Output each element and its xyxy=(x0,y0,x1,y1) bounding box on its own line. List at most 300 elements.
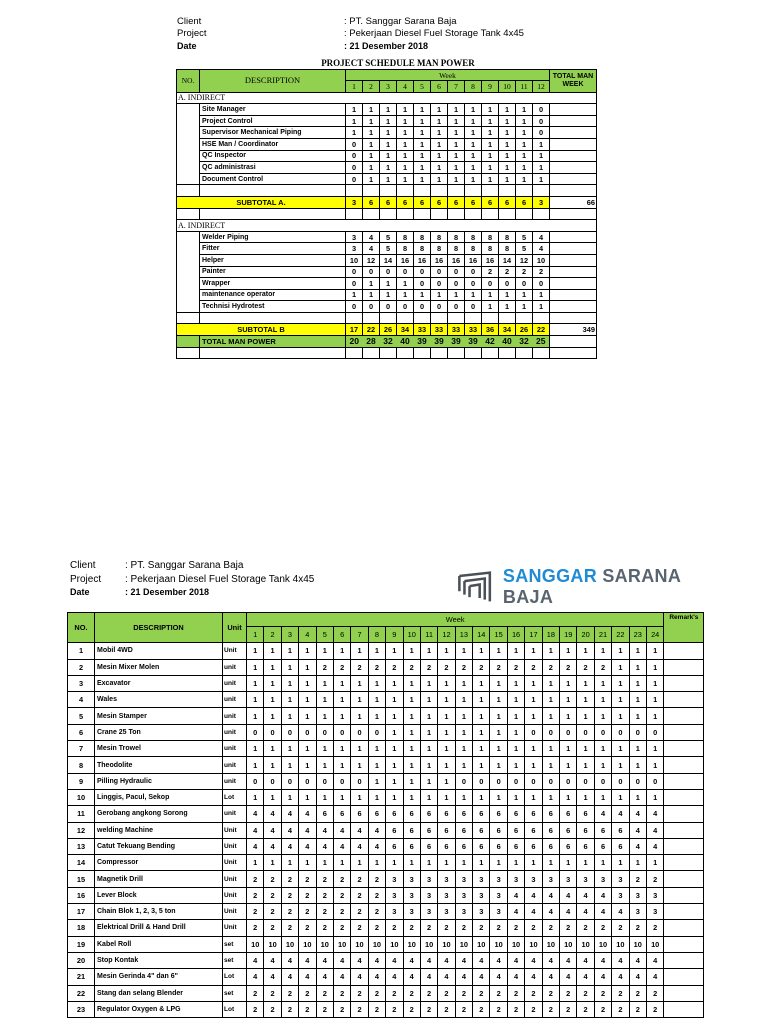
week-value: 0 xyxy=(316,773,333,789)
week-value: 1 xyxy=(281,675,298,691)
row-unit: Lot xyxy=(223,969,247,985)
week-value: 1 xyxy=(473,757,490,773)
week-value: 4 xyxy=(490,969,507,985)
week-number: 19 xyxy=(560,627,577,643)
subtotal-value: 6 xyxy=(516,196,533,208)
week-value: 2 xyxy=(490,1001,507,1017)
week-value: 0 xyxy=(525,724,542,740)
week-value: 2 xyxy=(316,904,333,920)
week-value: 10 xyxy=(346,254,363,266)
week-value: 1 xyxy=(299,692,316,708)
week-value: 1 xyxy=(420,692,437,708)
week-number: 16 xyxy=(507,627,524,643)
week-value: 1 xyxy=(368,675,385,691)
week-value: 6 xyxy=(403,806,420,822)
week-value: 2 xyxy=(455,920,472,936)
week-value: 1 xyxy=(629,757,646,773)
blank-row xyxy=(177,312,597,324)
blank-row xyxy=(177,347,597,359)
row-unit: unit xyxy=(223,692,247,708)
week-value: 2 xyxy=(438,1001,455,1017)
week-value: 1 xyxy=(368,708,385,724)
week-value: 3 xyxy=(646,904,663,920)
week-value: 1 xyxy=(299,855,316,871)
week-value: 5 xyxy=(516,231,533,243)
week-value: 4 xyxy=(299,952,316,968)
week-value: 1 xyxy=(525,692,542,708)
equipment-row xyxy=(68,1001,704,1017)
week-value: 1 xyxy=(397,162,414,174)
week-value: 4 xyxy=(403,952,420,968)
week-value: 10 xyxy=(403,936,420,952)
week-value: 3 xyxy=(473,887,490,903)
week-value: 1 xyxy=(455,643,472,659)
week-value: 4 xyxy=(368,838,385,854)
week-value: 2 xyxy=(386,920,403,936)
week-value: 1 xyxy=(465,173,482,185)
week-value: 6 xyxy=(455,838,472,854)
week-value: 2 xyxy=(368,887,385,903)
week-value: 6 xyxy=(560,806,577,822)
week-value: 4 xyxy=(646,969,663,985)
subtotal-value: 6 xyxy=(448,196,465,208)
week-value: 1 xyxy=(490,789,507,805)
week-value: 1 xyxy=(525,789,542,805)
week-value: 1 xyxy=(629,659,646,675)
week-value: 1 xyxy=(499,115,516,127)
row-unit: Unit xyxy=(223,855,247,871)
subtotal-value: 6 xyxy=(482,196,499,208)
subtotal-value: 22 xyxy=(533,324,550,336)
week-value: 1 xyxy=(316,708,333,724)
row-number: 16 xyxy=(68,887,95,903)
row-number: 6 xyxy=(68,724,95,740)
week-value: 2 xyxy=(420,1001,437,1017)
week-value: 2 xyxy=(507,985,524,1001)
week-value: 1 xyxy=(351,741,368,757)
week-value: 1 xyxy=(629,789,646,805)
week-value: 1 xyxy=(473,855,490,871)
row-unit: unit xyxy=(223,757,247,773)
row-unit: set xyxy=(223,936,247,952)
week-value: 2 xyxy=(499,266,516,278)
week-value: 2 xyxy=(351,887,368,903)
week-value: 1 xyxy=(368,773,385,789)
row-description: Mobil 4WD xyxy=(95,643,223,659)
week-value: 1 xyxy=(542,855,559,871)
week-value: 6 xyxy=(507,822,524,838)
week-number: 13 xyxy=(455,627,472,643)
remarks-cell xyxy=(664,724,704,740)
week-value: 1 xyxy=(577,789,594,805)
week-value: 3 xyxy=(386,871,403,887)
week-value: 1 xyxy=(594,708,611,724)
week-value: 1 xyxy=(333,708,350,724)
week-value: 8 xyxy=(499,243,516,255)
week-value: 4 xyxy=(560,904,577,920)
week-value: 1 xyxy=(455,741,472,757)
week-value: 1 xyxy=(465,115,482,127)
project-value: : Pekerjaan Diesel Fuel Storage Tank 4x45 xyxy=(344,28,524,39)
week-value: 2 xyxy=(646,920,663,936)
week-value: 6 xyxy=(316,806,333,822)
week-value: 0 xyxy=(414,266,431,278)
week-value: 3 xyxy=(455,887,472,903)
week-number: 8 xyxy=(465,81,482,93)
week-value: 2 xyxy=(403,985,420,1001)
week-value: 1 xyxy=(386,724,403,740)
week-value: 4 xyxy=(646,838,663,854)
week-value: 4 xyxy=(368,822,385,838)
row-description: Kabel Roll xyxy=(95,936,223,952)
row-number: 19 xyxy=(68,936,95,952)
row-description: Compressor xyxy=(95,855,223,871)
week-value: 6 xyxy=(420,806,437,822)
row-number: 15 xyxy=(68,871,95,887)
week-value: 2 xyxy=(560,1001,577,1017)
week-value: 2 xyxy=(533,266,550,278)
week-value: 1 xyxy=(247,741,264,757)
week-value: 4 xyxy=(351,952,368,968)
subtotal-value: 6 xyxy=(431,196,448,208)
row-description: HSE Man / Coordinator xyxy=(200,138,346,150)
week-number: 11 xyxy=(420,627,437,643)
row-description: Project Control xyxy=(200,115,346,127)
week-value: 4 xyxy=(264,806,281,822)
equipment-row xyxy=(68,659,704,675)
week-value: 1 xyxy=(542,741,559,757)
subtotal-value: 22 xyxy=(363,324,380,336)
week-number: 6 xyxy=(431,81,448,93)
week-value: 2 xyxy=(577,985,594,1001)
week-value: 0 xyxy=(612,724,629,740)
week-value: 0 xyxy=(316,724,333,740)
row-unit: unit xyxy=(223,708,247,724)
week-value: 2 xyxy=(247,887,264,903)
week-value: 1 xyxy=(431,162,448,174)
week-value: 1 xyxy=(363,162,380,174)
row-unit: unit xyxy=(223,659,247,675)
week-value: 1 xyxy=(420,757,437,773)
week-value: 10 xyxy=(386,936,403,952)
week-value: 2 xyxy=(473,920,490,936)
week-value: 6 xyxy=(525,838,542,854)
week-value: 2 xyxy=(368,904,385,920)
subtotal-value: 6 xyxy=(363,196,380,208)
week-value: 14 xyxy=(380,254,397,266)
week-value: 4 xyxy=(333,952,350,968)
row-description: Painter xyxy=(200,266,346,278)
week-value: 1 xyxy=(560,692,577,708)
week-value: 4 xyxy=(560,969,577,985)
week-value: 8 xyxy=(465,231,482,243)
week-value: 8 xyxy=(414,231,431,243)
row-description: Crane 25 Ton xyxy=(95,724,223,740)
week-value: 2 xyxy=(594,985,611,1001)
week-value: 2 xyxy=(386,985,403,1001)
week-value: 2 xyxy=(386,1001,403,1017)
week-value: 0 xyxy=(482,278,499,290)
equipment-row xyxy=(68,724,704,740)
week-value: 0 xyxy=(507,773,524,789)
table-row xyxy=(177,173,597,185)
week-value: 2 xyxy=(594,920,611,936)
week-value: 1 xyxy=(316,675,333,691)
week-value: 10 xyxy=(281,936,298,952)
equipment-row xyxy=(68,822,704,838)
week-value: 1 xyxy=(448,289,465,301)
subtotal-value: 6 xyxy=(499,196,516,208)
week-value: 2 xyxy=(247,904,264,920)
week-value: 8 xyxy=(465,243,482,255)
week-value: 1 xyxy=(594,741,611,757)
date-label: Date xyxy=(70,587,90,597)
week-value: 6 xyxy=(403,838,420,854)
week-value: 2 xyxy=(351,659,368,675)
week-value: 1 xyxy=(465,127,482,139)
week-value: 2 xyxy=(351,920,368,936)
week-value: 1 xyxy=(397,278,414,290)
header-no: NO. xyxy=(177,70,200,93)
week-value: 2 xyxy=(420,985,437,1001)
week-value: 2 xyxy=(333,887,350,903)
week-value: 8 xyxy=(482,243,499,255)
week-value: 4 xyxy=(247,822,264,838)
week-value: 2 xyxy=(247,920,264,936)
week-value: 1 xyxy=(629,675,646,691)
row-description: Wrapper xyxy=(200,278,346,290)
week-value: 1 xyxy=(346,127,363,139)
row-number: 2 xyxy=(68,659,95,675)
week-value: 2 xyxy=(525,1001,542,1017)
equipment-row xyxy=(68,708,704,724)
week-value: 3 xyxy=(646,887,663,903)
week-value: 2 xyxy=(455,659,472,675)
week-value: 1 xyxy=(363,150,380,162)
week-value: 4 xyxy=(629,806,646,822)
subtotal-value: 33 xyxy=(414,324,431,336)
week-value: 4 xyxy=(612,806,629,822)
week-value: 1 xyxy=(594,643,611,659)
week-value: 1 xyxy=(420,855,437,871)
week-value: 2 xyxy=(351,871,368,887)
doc2-header-info xyxy=(70,559,314,600)
week-number: 12 xyxy=(533,81,550,93)
week-value: 1 xyxy=(264,659,281,675)
subtotal-value: 26 xyxy=(516,324,533,336)
week-value: 2 xyxy=(542,920,559,936)
week-value: 2 xyxy=(299,904,316,920)
week-value: 3 xyxy=(346,231,363,243)
week-value: 2 xyxy=(299,985,316,1001)
week-value: 1 xyxy=(380,104,397,116)
row-number: 18 xyxy=(68,920,95,936)
week-value: 1 xyxy=(507,675,524,691)
project-label: Project xyxy=(177,28,207,39)
week-value: 1 xyxy=(386,643,403,659)
equipment-schedule-table xyxy=(67,612,704,1018)
week-value: 1 xyxy=(368,692,385,708)
week-value: 2 xyxy=(629,920,646,936)
week-value: 2 xyxy=(490,985,507,1001)
equipment-row xyxy=(68,969,704,985)
equipment-row xyxy=(68,741,704,757)
week-value: 0 xyxy=(465,301,482,313)
week-value: 1 xyxy=(403,855,420,871)
week-value: 10 xyxy=(368,936,385,952)
total-value: 39 xyxy=(448,336,465,348)
week-value: 1 xyxy=(420,724,437,740)
subtotal-value: 6 xyxy=(414,196,431,208)
week-value: 3 xyxy=(438,904,455,920)
table-row xyxy=(177,243,597,255)
week-value: 10 xyxy=(560,936,577,952)
week-value: 1 xyxy=(473,741,490,757)
week-value: 2 xyxy=(490,659,507,675)
week-value: 0 xyxy=(346,162,363,174)
week-value: 4 xyxy=(594,969,611,985)
remarks-cell xyxy=(664,952,704,968)
equipment-row xyxy=(68,757,704,773)
week-value: 6 xyxy=(507,806,524,822)
week-number: 9 xyxy=(482,81,499,93)
week-value: 16 xyxy=(397,254,414,266)
week-value: 0 xyxy=(346,278,363,290)
remarks-cell xyxy=(664,806,704,822)
week-value: 4 xyxy=(299,969,316,985)
week-value: 6 xyxy=(525,822,542,838)
week-value: 1 xyxy=(380,162,397,174)
week-value: 1 xyxy=(368,855,385,871)
week-value: 4 xyxy=(594,952,611,968)
week-value: 2 xyxy=(316,887,333,903)
row-description: Pilling Hydraulic xyxy=(95,773,223,789)
week-value: 1 xyxy=(465,162,482,174)
row-description: Helper xyxy=(200,254,346,266)
week-value: 2 xyxy=(577,1001,594,1017)
client-label: Client xyxy=(177,16,202,27)
week-value: 10 xyxy=(542,936,559,952)
week-value: 1 xyxy=(629,692,646,708)
section-row xyxy=(177,92,597,104)
table-row xyxy=(177,266,597,278)
week-value: 2 xyxy=(420,659,437,675)
week-value: 1 xyxy=(482,115,499,127)
week-value: 1 xyxy=(612,757,629,773)
logo-text-primary: SANGGAR xyxy=(502,566,598,586)
week-value: 1 xyxy=(473,708,490,724)
week-value: 1 xyxy=(594,855,611,871)
week-value: 10 xyxy=(533,254,550,266)
week-value: 8 xyxy=(499,231,516,243)
week-value: 1 xyxy=(397,104,414,116)
week-value: 1 xyxy=(414,138,431,150)
week-value: 1 xyxy=(363,104,380,116)
week-value: 2 xyxy=(281,985,298,1001)
week-value: 2 xyxy=(577,920,594,936)
week-value: 4 xyxy=(264,838,281,854)
week-value: 1 xyxy=(420,789,437,805)
week-value: 1 xyxy=(525,741,542,757)
week-value: 1 xyxy=(438,724,455,740)
week-value: 12 xyxy=(363,254,380,266)
week-value: 0 xyxy=(333,773,350,789)
subtotal-value: 33 xyxy=(448,324,465,336)
week-value: 1 xyxy=(490,741,507,757)
week-value: 0 xyxy=(264,724,281,740)
row-unit: unit xyxy=(223,741,247,757)
week-value: 2 xyxy=(560,920,577,936)
doc1-header-info xyxy=(177,16,524,52)
week-value: 16 xyxy=(482,254,499,266)
remarks-cell xyxy=(664,692,704,708)
week-value: 1 xyxy=(577,855,594,871)
week-value: 1 xyxy=(612,789,629,805)
week-value: 0 xyxy=(397,301,414,313)
week-value: 3 xyxy=(490,887,507,903)
week-value: 16 xyxy=(448,254,465,266)
header-description: DESCRIPTION xyxy=(95,613,223,643)
week-value: 1 xyxy=(264,741,281,757)
week-value: 1 xyxy=(455,724,472,740)
week-value: 2 xyxy=(594,659,611,675)
week-value: 0 xyxy=(516,278,533,290)
week-value: 1 xyxy=(482,173,499,185)
week-value: 1 xyxy=(299,757,316,773)
week-value: 1 xyxy=(438,643,455,659)
date-label: Date xyxy=(177,41,197,51)
total-value: 39 xyxy=(465,336,482,348)
week-value: 0 xyxy=(542,724,559,740)
week-value: 0 xyxy=(525,773,542,789)
week-value: 8 xyxy=(414,243,431,255)
total-value: 32 xyxy=(516,336,533,348)
row-unit: Lot xyxy=(223,1001,247,1017)
subtotal-value: 3 xyxy=(346,196,363,208)
week-value: 4 xyxy=(386,969,403,985)
week-value: 0 xyxy=(346,138,363,150)
week-value: 1 xyxy=(316,855,333,871)
week-value: 4 xyxy=(264,952,281,968)
table-row xyxy=(177,254,597,266)
project-value: : Pekerjaan Diesel Fuel Storage Tank 4x45 xyxy=(125,573,315,585)
week-value: 2 xyxy=(403,920,420,936)
total-value: 32 xyxy=(380,336,397,348)
week-value: 0 xyxy=(533,278,550,290)
row-number: 4 xyxy=(68,692,95,708)
week-value: 1 xyxy=(646,708,663,724)
week-value: 4 xyxy=(594,887,611,903)
week-value: 2 xyxy=(482,266,499,278)
week-value: 4 xyxy=(351,969,368,985)
week-value: 1 xyxy=(499,289,516,301)
date-value: : 21 Desember 2018 xyxy=(344,41,429,51)
equipment-row xyxy=(68,920,704,936)
row-unit: unit xyxy=(223,806,247,822)
subtotal-label: SUBTOTAL B xyxy=(177,324,346,336)
table-row xyxy=(177,150,597,162)
row-description: Theodolite xyxy=(95,757,223,773)
week-value: 4 xyxy=(525,952,542,968)
week-number: 24 xyxy=(646,627,663,643)
week-value: 1 xyxy=(346,104,363,116)
week-value: 1 xyxy=(612,675,629,691)
week-value: 10 xyxy=(247,936,264,952)
week-value: 3 xyxy=(420,887,437,903)
week-value: 1 xyxy=(612,708,629,724)
week-value: 1 xyxy=(420,741,437,757)
week-value: 0 xyxy=(560,773,577,789)
